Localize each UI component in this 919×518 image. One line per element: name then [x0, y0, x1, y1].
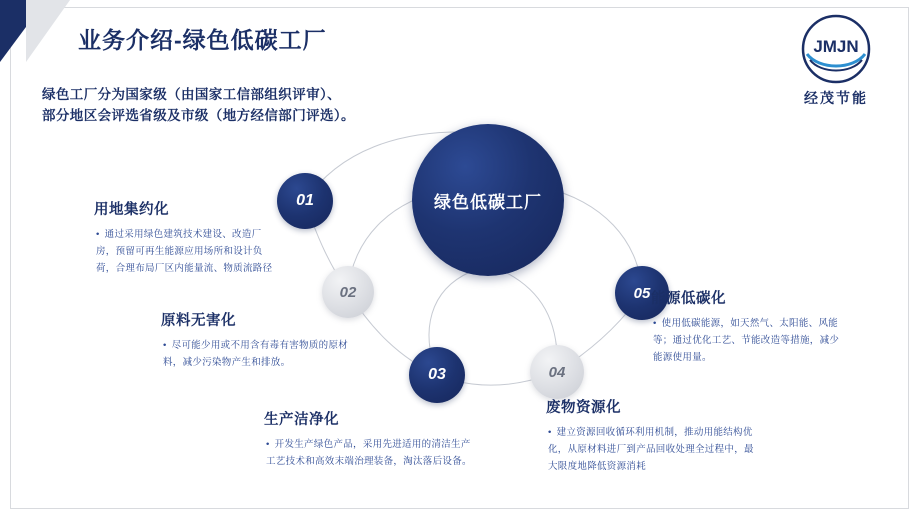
subtitle-line-2: 部分地区会评选省级及市级（地方经信部门评选）。 [42, 108, 355, 123]
diagram-node-04[interactable] [530, 345, 584, 399]
item-block-energy-low-carbon [645, 287, 845, 366]
item-title: 原料无害化 [161, 313, 236, 329]
node-number: 04 [548, 363, 566, 381]
hub-label: 绿色低碳工厂 [434, 192, 542, 212]
item-title: 废物资源化 [546, 400, 621, 416]
item-title: 能源低碳化 [651, 291, 726, 307]
company-logo [781, 14, 891, 108]
item-text: • 使用低碳能源，如天然气、太阳能、风能等；通过优化工艺、节能改造等措施，减少能源使用量。 [645, 315, 845, 366]
node-number: 02 [339, 283, 357, 301]
logo-mark-text: JMJN [813, 37, 859, 56]
node-number: 03 [428, 366, 446, 383]
corner-accent-gray [26, 0, 70, 62]
item-block-land [88, 198, 278, 277]
diagram-node-01[interactable] [277, 173, 333, 229]
node-number: 05 [633, 284, 651, 302]
item-title: 生产洁净化 [264, 412, 339, 428]
item-block-waste-resource [540, 396, 755, 475]
item-block-material [155, 309, 355, 371]
logo-company-name: 经茂节能 [804, 90, 868, 106]
diagram-hub [412, 124, 564, 276]
item-block-clean-production [258, 408, 473, 470]
node-number: 01 [296, 192, 314, 209]
logo-mark-icon [801, 14, 871, 84]
item-text: • 开发生产绿色产品，采用先进适用的清洁生产工艺技术和高效末端治理装备，淘汰落后设备。 [258, 436, 473, 470]
item-title: 用地集约化 [94, 202, 169, 218]
item-text: • 尽可能少用或不用含有毒有害物质的原材料，减少污染物产生和排放。 [155, 337, 355, 371]
page-subtitle [42, 84, 355, 126]
subtitle-line-1: 绿色工厂分为国家级（由国家工信部组织评审）、 [42, 87, 342, 102]
page-title: 业务介绍-绿色低碳工厂 [78, 27, 327, 53]
item-text: • 建立资源回收循环利用机制，推动用能结构优化，从原材料进厂到产品回收处理全过程中，最大限度地降低资源消耗 [540, 424, 755, 475]
diagram-node-03[interactable] [409, 347, 465, 403]
item-text: • 通过采用绿色建筑技术建设、改造厂房，预留可再生能源应用场所和设计负荷，合理布局厂区内能量流、物质流路径 [88, 226, 278, 277]
